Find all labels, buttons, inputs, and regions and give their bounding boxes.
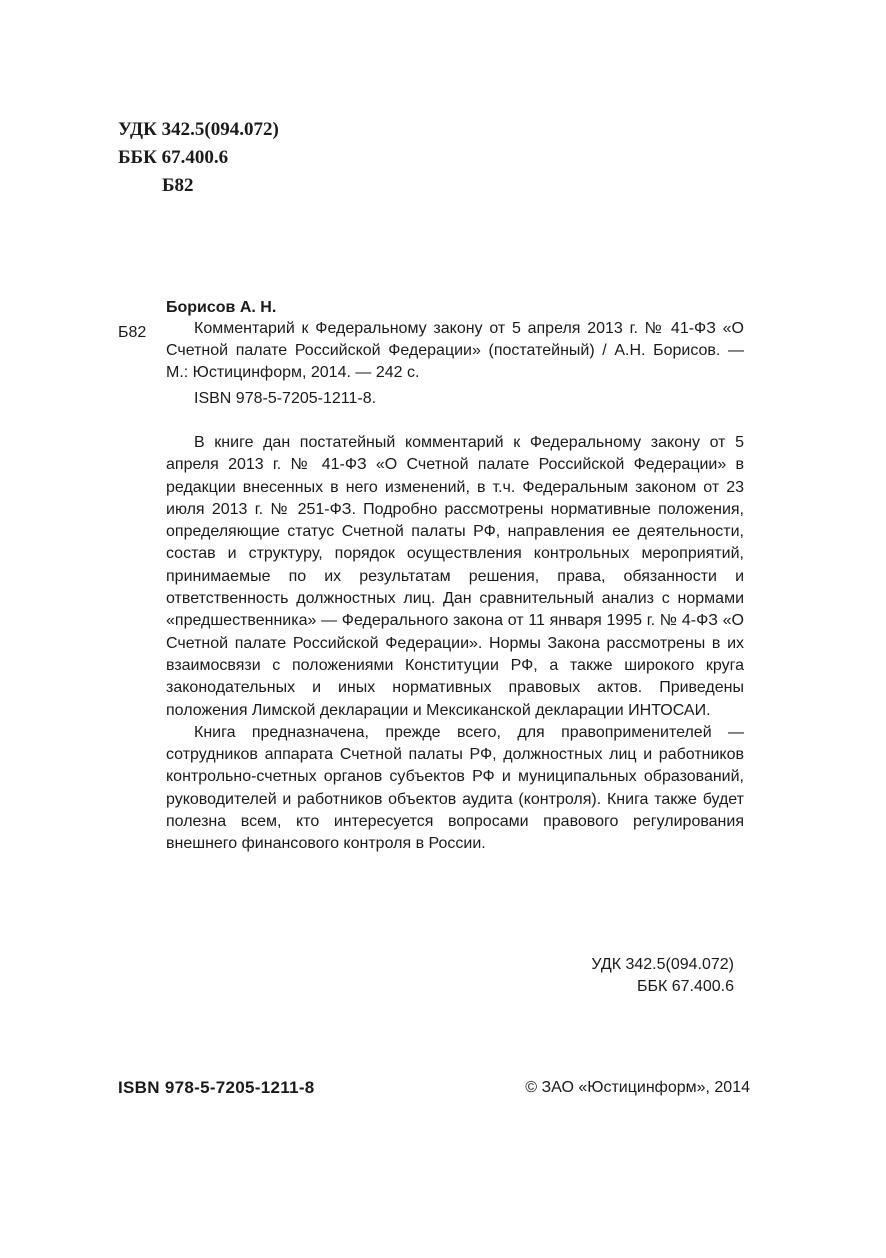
author-mark: Б82 xyxy=(162,175,194,196)
footer-udk-code: УДК 342.5(094.072) xyxy=(591,956,734,973)
author-name: Борисов А. Н. xyxy=(166,299,277,316)
bottom-isbn: ISBN 978-5-7205-1211-8 xyxy=(118,1078,315,1097)
bbk-code: ББК 67.400.6 xyxy=(118,147,229,168)
header-classification-codes xyxy=(118,116,279,200)
copyright: © ЗАО «Юстицинформ», 2014 xyxy=(525,1079,750,1096)
annotation-paragraph-2: Книга предназначена, прежде всего, для правоприменителей — сотрудников аппарата Счетной палаты РФ, должностных лиц и работников контрольно-счетных органов субъектов РФ и муниципальных образований, руководителей и работников объектов аудита (контроля). Книга также будет полезна всем, кто интересуется вопросами правового регулирования внешнего финансового контроля в России. xyxy=(166,723,744,853)
bibliographic-record xyxy=(166,318,744,410)
annotation-paragraph-1: В книге дан постатейный комментарий к Федеральному закону от 5 апреля 2013 г. № 41-ФЗ «О Счетной палате Российской Федерации» в редакции внесенных в него изменений, в т.ч. Федеральным законом от 23 июля 2013 г. № 251-ФЗ. Подробно рассмотрены нормативные положения, определяющие статус Счетной палаты РФ, направления ее деятельности, состав и структуру, порядок осуществления контрольных мероприятий, принимаемые по их результатам решения, права, обязанности и ответственность должностных лиц. Дан сравнительный анализ с нормами «предшественника» — Федерального закона от 11 января 1995 г. № 4-ФЗ «О Счетной палате Российской Федерации». Нормы Закона рассмотрены в их взаимосвязи с положениями Конституции РФ, а также широкого круга законодательных и иных нормативных правовых актов. Приведены положения Лимской декларации и Мексиканской декларации ИНТОСАИ. xyxy=(166,434,744,719)
title-description: Комментарий к Федеральному закону от 5 апреля 2013 г. № 41-ФЗ «О Счетной палате Российской Федерации» (постатейный) / А.Н. Борисов. — М.: Юстицинформ, 2014. — 242 с. xyxy=(166,320,744,381)
annotation xyxy=(166,432,744,856)
footer-classification-codes xyxy=(591,954,734,998)
margin-author-mark: Б82 xyxy=(118,324,147,341)
footer-bbk-code: ББК 67.400.6 xyxy=(636,978,734,995)
record-isbn: ISBN 978-5-7205-1211-8. xyxy=(194,390,377,407)
udk-code: УДК 342.5(094.072) xyxy=(118,119,279,140)
